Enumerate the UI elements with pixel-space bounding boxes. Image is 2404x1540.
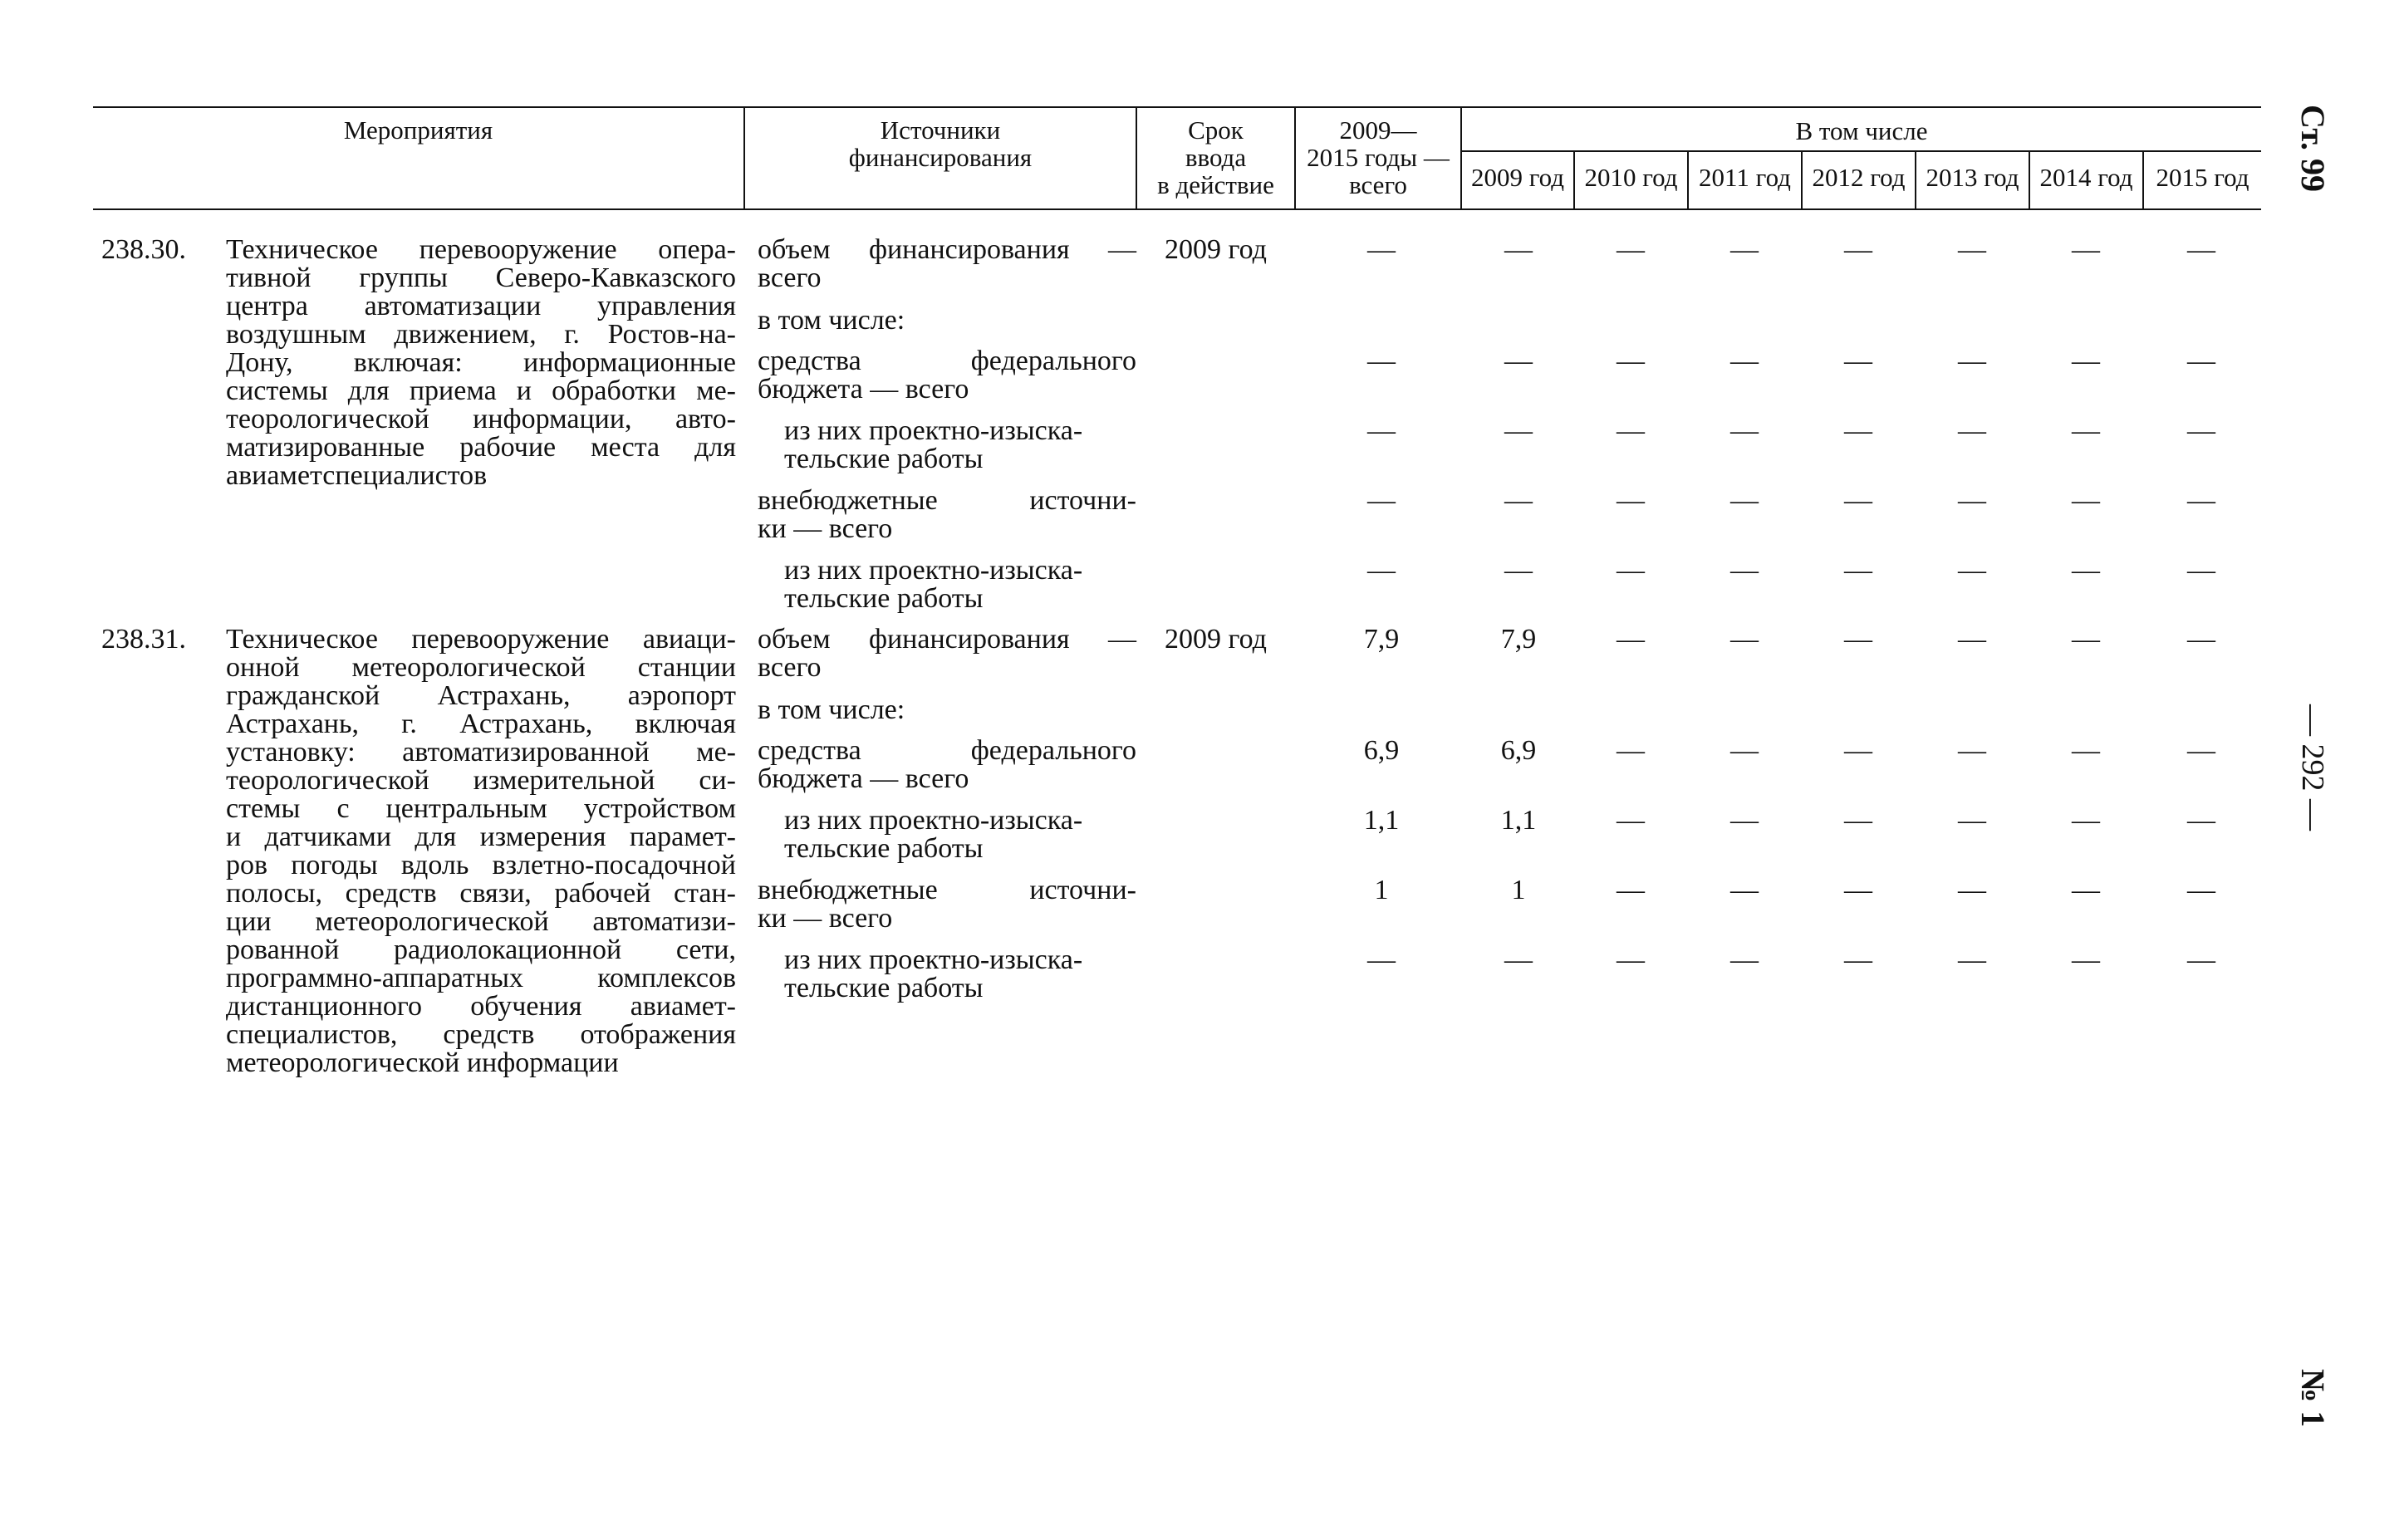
header-including: В том числе bbox=[1795, 116, 1928, 145]
entry-term: 2009 год bbox=[1165, 624, 1267, 655]
value-cell: — bbox=[1730, 555, 1759, 586]
source-line: всего bbox=[758, 652, 822, 683]
description-line: Астрахань, г. Астрахань, включая bbox=[226, 709, 736, 739]
source-line: средства федерального bbox=[758, 735, 1136, 766]
source-line: тельские работы bbox=[784, 973, 984, 1003]
source-line: ки — всего bbox=[758, 903, 893, 934]
description-line: стемы с центральным устройством bbox=[226, 793, 736, 824]
value-cell: — bbox=[1367, 555, 1396, 586]
entry-description bbox=[226, 236, 736, 490]
value-cell: — bbox=[2187, 346, 2215, 376]
funding-source bbox=[758, 347, 1136, 404]
source-line: объем финансирования — bbox=[758, 234, 1136, 265]
value-cell: — bbox=[1844, 805, 1872, 836]
value-cell: — bbox=[2187, 875, 2215, 905]
value-cell: 7,9 bbox=[1500, 624, 1537, 655]
value-cell: — bbox=[2072, 805, 2100, 836]
value-cell: 1,1 bbox=[1500, 805, 1537, 836]
description-line: специалистов, средств отображения bbox=[226, 1019, 736, 1050]
value-cell: — bbox=[1617, 485, 1645, 516]
source-line: из них проектно-изыска- bbox=[784, 555, 1083, 586]
value-cell: — bbox=[1844, 555, 1872, 586]
value-cell: — bbox=[1617, 346, 1645, 376]
description-line: центра автоматизации управления bbox=[226, 291, 736, 321]
value-cell: — bbox=[1617, 555, 1645, 586]
entry-number: 238.30. bbox=[101, 234, 186, 265]
source-line: тельские работы bbox=[784, 583, 984, 614]
header-year: 2009 год bbox=[1470, 163, 1565, 192]
value-cell: — bbox=[1844, 624, 1872, 655]
funding-source bbox=[758, 625, 1136, 682]
header-total bbox=[1296, 116, 1460, 199]
value-cell: — bbox=[1844, 485, 1872, 516]
description-line: теорологической информации, авто- bbox=[226, 404, 736, 434]
funding-source bbox=[758, 487, 1136, 543]
table-header-bottom-rule bbox=[93, 208, 2261, 210]
value-cell: — bbox=[1617, 875, 1645, 905]
description-line: Техническое перевооружение авиаци- bbox=[226, 624, 736, 655]
value-cell: 7,9 bbox=[1363, 624, 1400, 655]
source-line: в том числе: bbox=[758, 305, 905, 336]
source-line: средства федерального bbox=[758, 346, 1136, 376]
value-cell: — bbox=[1844, 415, 1872, 446]
header-total-line: 2009— bbox=[1339, 115, 1417, 145]
source-line: бюджета — всего bbox=[758, 374, 969, 405]
header-year: 2015 год bbox=[2156, 163, 2249, 192]
value-cell: — bbox=[2072, 234, 2100, 265]
value-cell: — bbox=[1617, 415, 1645, 446]
value-cell: — bbox=[1844, 875, 1872, 905]
header-sources-line: финансирования bbox=[848, 143, 1033, 172]
description-line: системы для приема и обработки ме- bbox=[226, 375, 736, 406]
value-cell: — bbox=[1844, 944, 1872, 975]
page-label: Ст. 99 bbox=[2294, 105, 2332, 192]
value-cell: — bbox=[2072, 944, 2100, 975]
source-line: объем финансирования — bbox=[758, 624, 1136, 655]
header-term-line: Срок bbox=[1188, 115, 1244, 145]
value-cell: — bbox=[2187, 735, 2215, 766]
issue-number: № 1 bbox=[2294, 1369, 2332, 1428]
value-cell: — bbox=[1958, 415, 1986, 446]
source-line: из них проектно-изыска- bbox=[784, 805, 1083, 836]
value-cell: — bbox=[1730, 234, 1759, 265]
value-cell: 1 bbox=[1374, 875, 1389, 905]
description-line: матизированные рабочие места для bbox=[226, 432, 736, 463]
description-line: и датчиками для измерения парамет- bbox=[226, 821, 736, 852]
value-cell: — bbox=[1958, 735, 1986, 766]
header-total-line: всего bbox=[1349, 170, 1407, 199]
value-cell: — bbox=[1958, 555, 1986, 586]
description-line: воздушным движением, г. Ростов-на- bbox=[226, 319, 736, 350]
description-line: авиаметспециалистов bbox=[226, 460, 488, 491]
header-year: 2014 год bbox=[2039, 163, 2133, 192]
source-line: из них проектно-изыска- bbox=[784, 944, 1083, 975]
value-cell: — bbox=[2187, 624, 2215, 655]
source-line: тельские работы bbox=[784, 444, 984, 474]
value-cell: — bbox=[1617, 624, 1645, 655]
value-cell: — bbox=[1958, 875, 1986, 905]
value-cell: 6,9 bbox=[1500, 735, 1537, 766]
funding-source bbox=[758, 307, 1136, 335]
entry-description bbox=[226, 625, 736, 1077]
header-measures: Мероприятия bbox=[343, 115, 493, 145]
funding-source bbox=[784, 557, 1136, 613]
source-line: из них проектно-изыска- bbox=[784, 415, 1083, 446]
funding-source bbox=[758, 236, 1136, 292]
value-cell: — bbox=[1730, 735, 1759, 766]
including-subrule bbox=[1460, 150, 2261, 152]
value-cell: — bbox=[2187, 944, 2215, 975]
value-cell: — bbox=[2187, 485, 2215, 516]
value-cell: — bbox=[1844, 735, 1872, 766]
source-line: бюджета — всего bbox=[758, 763, 969, 794]
value-cell: — bbox=[1504, 944, 1533, 975]
value-cell: — bbox=[1958, 805, 1986, 836]
source-line: внебюджетные источни- bbox=[758, 485, 1136, 516]
source-line: внебюджетные источни- bbox=[758, 875, 1136, 905]
value-cell: — bbox=[1504, 346, 1533, 376]
header-year: 2011 год bbox=[1699, 163, 1791, 192]
description-line: рованной радиолокационной сети, bbox=[226, 934, 736, 965]
source-line: всего bbox=[758, 262, 822, 293]
value-cell: — bbox=[1617, 234, 1645, 265]
value-cell: — bbox=[1958, 944, 1986, 975]
value-cell: — bbox=[1730, 624, 1759, 655]
value-cell: — bbox=[2072, 485, 2100, 516]
description-line: полосы, средств связи, рабочей стан- bbox=[226, 878, 736, 909]
value-cell: — bbox=[1617, 805, 1645, 836]
source-line: ки — всего bbox=[758, 513, 893, 544]
value-cell: — bbox=[1958, 346, 1986, 376]
description-line: установку: автоматизированной ме- bbox=[226, 737, 736, 768]
header-year: 2013 год bbox=[1926, 163, 2019, 192]
value-cell: — bbox=[1367, 234, 1396, 265]
description-line: программно-аппаратных комплексов bbox=[226, 963, 736, 993]
description-line: Дону, включая: информационные bbox=[226, 347, 736, 378]
value-cell: — bbox=[1958, 234, 1986, 265]
description-line: ров погоды вдоль взлетно-посадочной bbox=[226, 850, 736, 880]
value-cell: — bbox=[1367, 485, 1396, 516]
header-year: 2010 год bbox=[1584, 163, 1678, 192]
funding-source bbox=[758, 737, 1136, 793]
description-line: ции метеорологической автоматизи- bbox=[226, 906, 736, 937]
funding-source bbox=[758, 876, 1136, 933]
header-year: 2012 год bbox=[1812, 163, 1906, 192]
description-line: дистанционного обучения авиамет- bbox=[226, 991, 736, 1022]
value-cell: — bbox=[1730, 485, 1759, 516]
source-line: тельские работы bbox=[784, 833, 984, 864]
value-cell: — bbox=[1958, 624, 1986, 655]
description-line: метеорологической информации bbox=[226, 1047, 619, 1078]
value-cell: — bbox=[2072, 624, 2100, 655]
funding-source bbox=[784, 946, 1136, 1003]
value-cell: — bbox=[1730, 346, 1759, 376]
value-cell: — bbox=[1617, 735, 1645, 766]
value-cell: — bbox=[2072, 735, 2100, 766]
value-cell: — bbox=[2072, 875, 2100, 905]
funding-source bbox=[758, 696, 1136, 724]
description-line: онной метеорологической станции bbox=[226, 652, 736, 683]
value-cell: — bbox=[1504, 485, 1533, 516]
header-total-line: 2015 годы — bbox=[1307, 143, 1450, 172]
value-cell: — bbox=[1844, 346, 1872, 376]
funding-source bbox=[784, 807, 1136, 863]
value-cell: — bbox=[1730, 875, 1759, 905]
value-cell: — bbox=[2187, 555, 2215, 586]
value-cell: — bbox=[2187, 805, 2215, 836]
value-cell: — bbox=[2072, 555, 2100, 586]
entry-term: 2009 год bbox=[1165, 234, 1267, 265]
header-term-line: ввода bbox=[1185, 143, 1247, 172]
value-cell: — bbox=[1730, 415, 1759, 446]
header-sources bbox=[745, 116, 1136, 171]
value-cell: — bbox=[1367, 944, 1396, 975]
description-line: Техническое перевооружение опера- bbox=[226, 234, 736, 265]
header-term-line: в действие bbox=[1157, 170, 1274, 199]
value-cell: 6,9 bbox=[1363, 735, 1400, 766]
header-sources-line: Источники bbox=[880, 115, 1001, 145]
value-cell: — bbox=[1504, 415, 1533, 446]
header-term bbox=[1137, 116, 1294, 199]
value-cell: — bbox=[1958, 485, 1986, 516]
value-cell: — bbox=[1367, 346, 1396, 376]
source-line: в том числе: bbox=[758, 694, 905, 725]
description-line: гражданской Астрахань, аэропорт bbox=[226, 680, 736, 711]
value-cell: — bbox=[2187, 415, 2215, 446]
table-top-rule bbox=[93, 106, 2261, 108]
value-cell: — bbox=[1367, 415, 1396, 446]
value-cell: — bbox=[2187, 234, 2215, 265]
value-cell: — bbox=[1504, 234, 1533, 265]
value-cell: — bbox=[1617, 944, 1645, 975]
value-cell: 1,1 bbox=[1363, 805, 1400, 836]
value-cell: — bbox=[2072, 415, 2100, 446]
funding-source bbox=[784, 417, 1136, 473]
value-cell: — bbox=[2072, 346, 2100, 376]
page-number: — 292 — bbox=[2295, 704, 2330, 831]
entry-number: 238.31. bbox=[101, 624, 186, 655]
description-line: тивной группы Северо-Кавказского bbox=[226, 262, 736, 293]
value-cell: — bbox=[1844, 234, 1872, 265]
value-cell: — bbox=[1504, 555, 1533, 586]
description-line: теорологической измерительной си- bbox=[226, 765, 736, 796]
value-cell: — bbox=[1730, 944, 1759, 975]
value-cell: — bbox=[1730, 805, 1759, 836]
value-cell: 1 bbox=[1511, 875, 1526, 905]
